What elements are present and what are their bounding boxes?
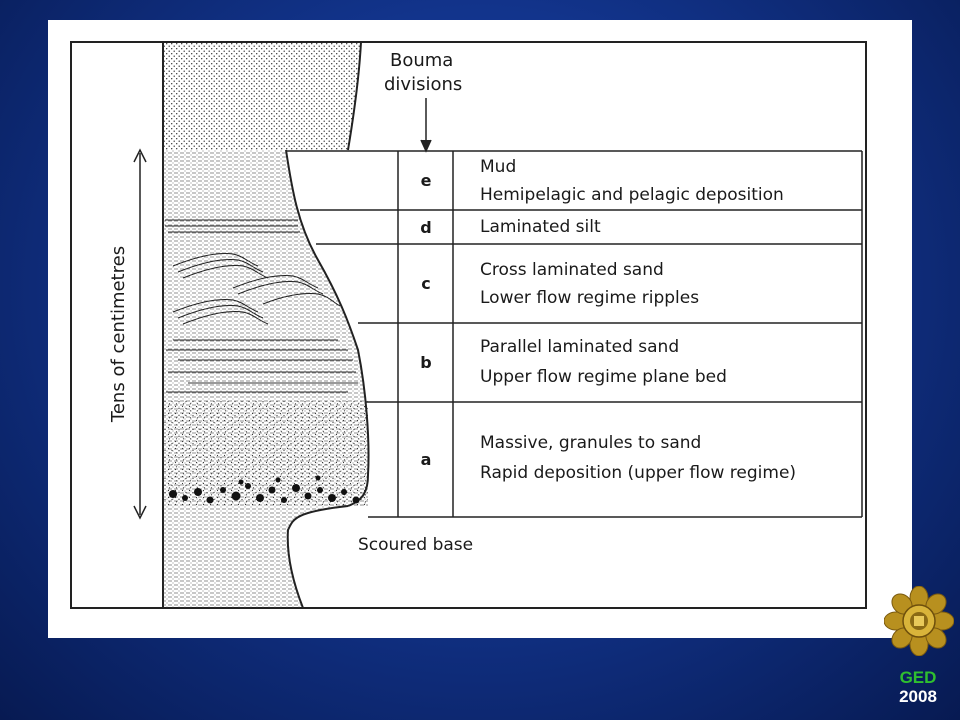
division-b-letter: b <box>420 353 432 372</box>
division-c-letter: c <box>421 274 431 293</box>
lower-bed-fill <box>163 506 348 608</box>
division-a-line1: Massive, granules to sand <box>480 433 702 453</box>
footer-year: 2008 <box>899 687 937 706</box>
footer-code: GED <box>899 668 937 687</box>
division-b-line2: Upper flow regime plane bed <box>480 367 727 387</box>
axis-label: Tens of centimetres <box>108 245 129 423</box>
bouma-diagram <box>48 20 912 638</box>
upper-bed-fill <box>163 42 361 150</box>
massive-sand-fill <box>163 400 368 506</box>
university-emblem-icon <box>884 586 954 656</box>
scoured-base-label: Scoured base <box>358 535 474 555</box>
division-c-line1: Cross laminated sand <box>480 260 664 280</box>
division-a-line2: Rapid deposition (upper flow regime) <box>480 463 797 483</box>
division-d-line1: Laminated silt <box>480 217 601 237</box>
scoured-base-edge <box>288 506 348 608</box>
footer-badge <box>880 668 956 706</box>
division-c-line2: Lower flow regime ripples <box>480 288 700 308</box>
division-e-line2: Hemipelagic and pelagic deposition <box>480 185 784 205</box>
division-d-letter: d <box>420 218 432 237</box>
bouma-header-line1: Bouma <box>390 50 454 71</box>
division-e-line1: Mud <box>480 157 517 177</box>
bouma-sequence-figure <box>48 20 912 638</box>
division-b-line1: Parallel laminated sand <box>480 337 680 357</box>
bouma-header-line2: divisions <box>384 74 463 95</box>
division-a-letter: a <box>420 450 432 469</box>
division-e-letter: e <box>420 171 432 190</box>
scale-arrow <box>134 150 146 518</box>
down-arrow <box>421 98 431 151</box>
